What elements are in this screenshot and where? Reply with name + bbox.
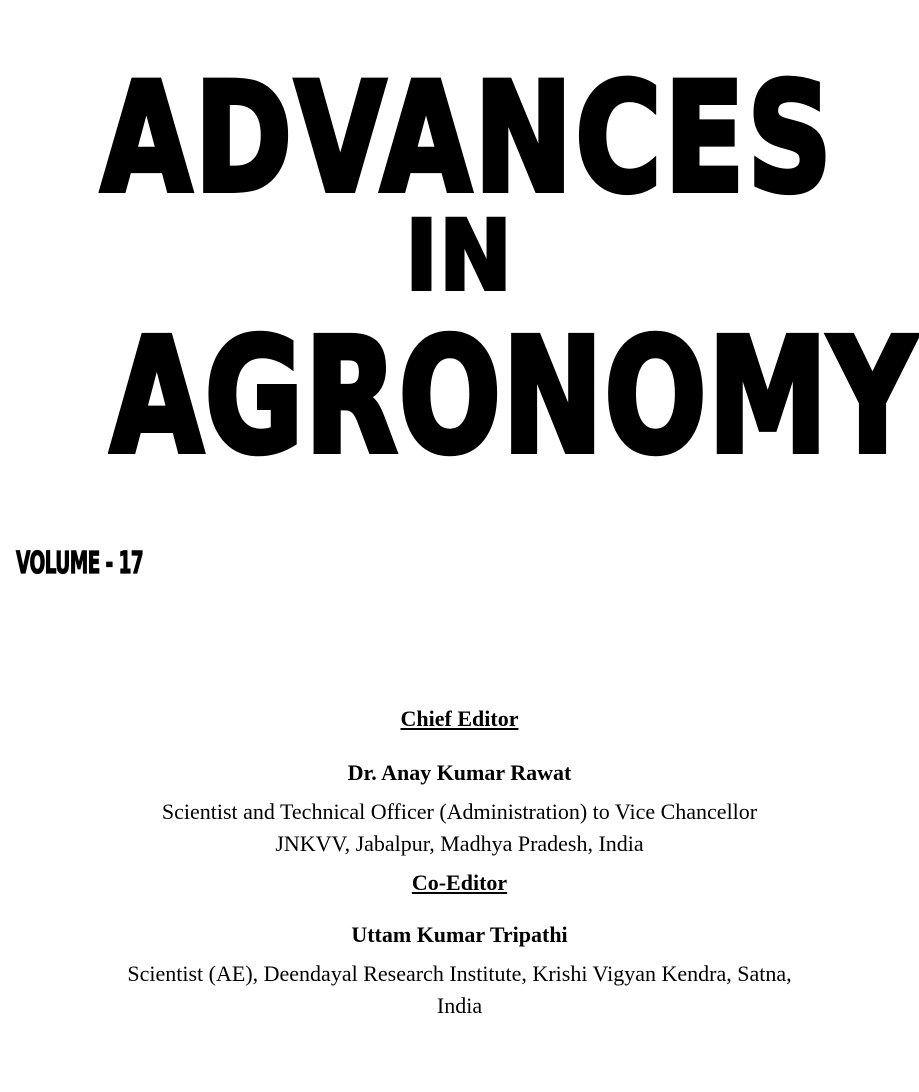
co-editor-affiliation-line1: Scientist (AE), Deendayal Research Institute, Krishi Vigyan Kendra, Satna,: [127, 961, 792, 986]
co-editor-affiliation-line2: India: [436, 993, 483, 1018]
co-editor-heading: Co-Editor: [411, 870, 508, 895]
book-title-line-advances: ADVANCES: [101, 52, 835, 226]
book-title-line-agronomy: AGRONOMY: [110, 305, 918, 489]
chief-editor-name: Dr. Anay Kumar Rawat: [347, 760, 572, 785]
chief-editor-affiliation-line1: Scientist and Technical Officer (Administration) to Vice Chancellor: [161, 799, 758, 824]
chief-editor-heading: Chief Editor: [400, 706, 519, 731]
chief-editor-affiliation: [0, 796, 919, 860]
co-editor-affiliation: [0, 958, 919, 1022]
book-title-line-in: IN: [405, 200, 514, 312]
co-editor-name: Uttam Kumar Tripathi: [351, 922, 568, 947]
volume-label: VOLUME - 17: [16, 546, 144, 581]
chief-editor-affiliation-line2: JNKVV, Jabalpur, Madhya Pradesh, India: [275, 831, 644, 856]
